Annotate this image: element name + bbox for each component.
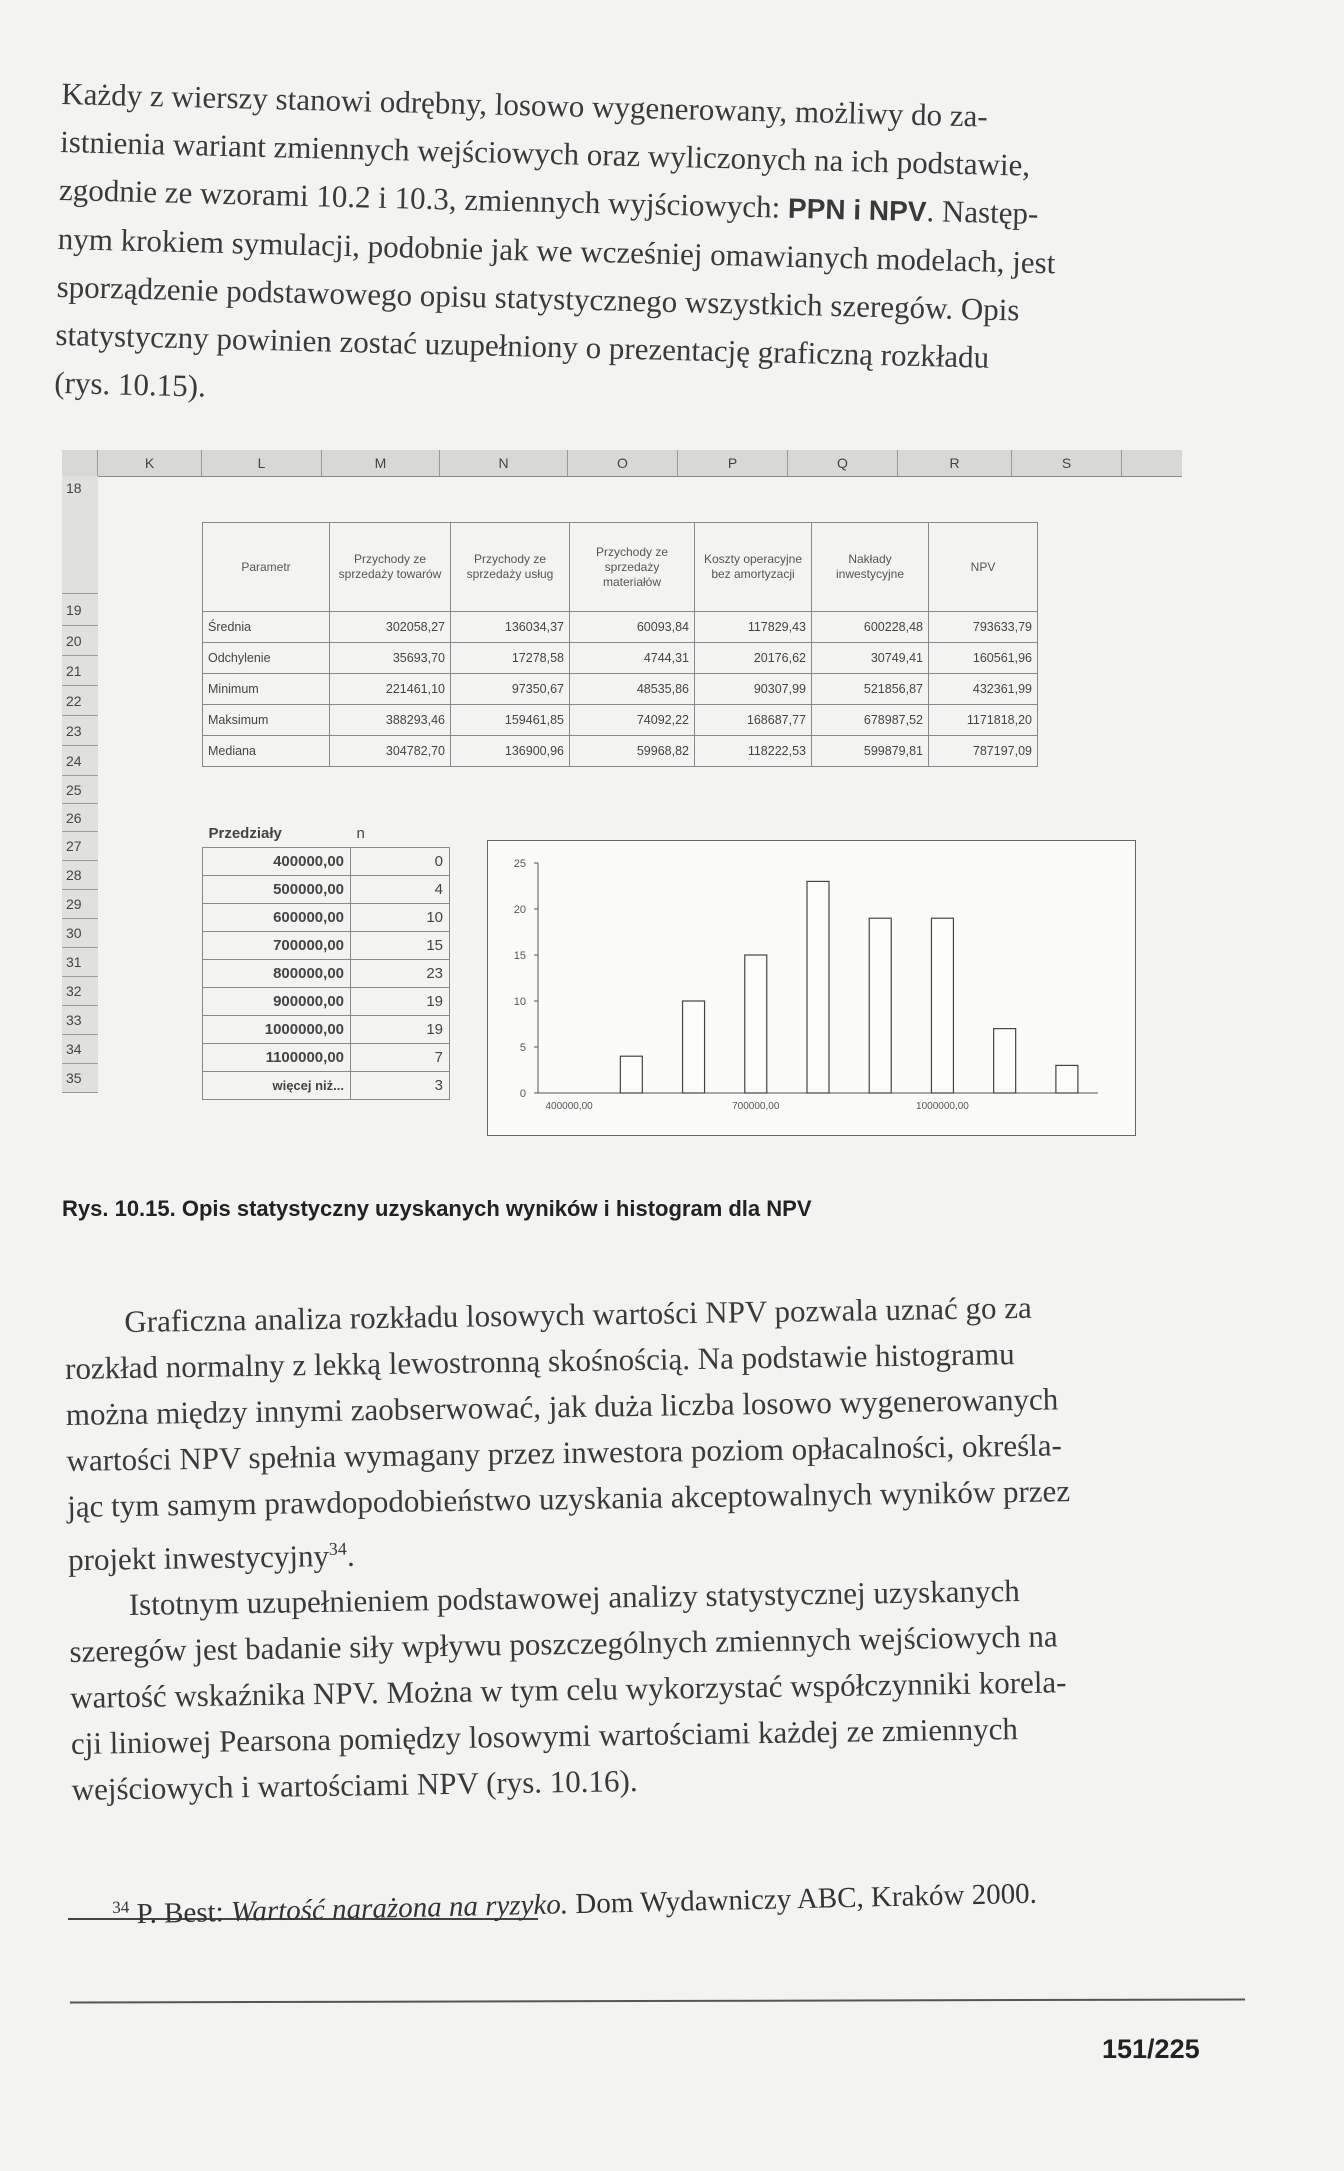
table-row xyxy=(203,932,450,960)
histogram-bar xyxy=(745,955,767,1093)
table-row xyxy=(203,1016,450,1044)
column-header: O xyxy=(568,450,678,476)
histogram-bar xyxy=(807,881,829,1093)
footnote-reference: 34 xyxy=(328,1538,347,1559)
row-header: 35 xyxy=(62,1064,98,1093)
histogram-bar xyxy=(869,918,891,1093)
x-tick-label: 1000000,00 xyxy=(916,1101,969,1112)
row-header: 22 xyxy=(62,686,98,716)
x-tick-label: 700000,00 xyxy=(732,1101,780,1112)
count-header: n xyxy=(356,825,365,842)
table-cell: 74092,22 xyxy=(570,705,695,736)
bin-value: 800000,00 xyxy=(203,960,351,988)
table-cell: 168687,77 xyxy=(695,705,812,736)
column-header: R xyxy=(898,450,1012,476)
table-row xyxy=(203,705,1038,736)
paragraph-analysis xyxy=(64,1282,1242,1814)
text-fragment: zgodnie ze wzorami 10.2 i 10.3, zmiennych wyjściowych: xyxy=(58,171,789,225)
y-tick-label: 20 xyxy=(513,904,526,916)
table-cell: Średnia xyxy=(203,612,330,643)
table-cell: 221461,10 xyxy=(330,674,451,705)
table-row xyxy=(203,904,450,932)
statistics-table xyxy=(202,522,1038,767)
footnote-number: 34 xyxy=(112,1897,130,1917)
bin-count: 10 xyxy=(351,904,450,932)
histogram-bar xyxy=(994,1029,1016,1093)
figure-caption: Rys. 10.15. Opis statystyczny uzyskanych wyników i histogram dla NPV xyxy=(62,1196,812,1221)
table-cell: 1171818,20 xyxy=(929,705,1038,736)
column-header: P xyxy=(678,450,788,476)
histogram-bar xyxy=(1056,1065,1078,1093)
table-cell: 35693,70 xyxy=(330,643,451,674)
table-header: Parametr xyxy=(203,523,330,612)
row-header: 24 xyxy=(62,746,98,776)
frequency-table xyxy=(202,820,450,1100)
bin-count: 4 xyxy=(351,876,450,904)
table-cell: Maksimum xyxy=(203,705,330,736)
table-header: Przychody ze sprzedaży usług xyxy=(451,523,570,612)
text-line: cji liniowej Pearsona pomiędzy losowymi wartościami każdej ze zmiennych xyxy=(70,1711,1019,1762)
row-header: 25 xyxy=(62,776,98,804)
table-row xyxy=(203,612,1038,643)
bin-value: 500000,00 xyxy=(203,876,351,904)
row-header: 18 xyxy=(62,476,98,594)
text-fragment: . xyxy=(346,1537,355,1573)
bin-value: 700000,00 xyxy=(203,932,351,960)
table-row xyxy=(203,1072,450,1100)
histogram-bar xyxy=(683,1001,705,1093)
bin-count: 15 xyxy=(351,932,450,960)
column-headers xyxy=(62,450,1182,477)
footnote-title: Wartość narażona na ryzyko. xyxy=(230,1888,569,1928)
table-cell: 521856,87 xyxy=(812,674,929,705)
row-header: 30 xyxy=(62,919,98,948)
text-line: nym krokiem symulacji, podobnie jak we wcześniej omawianych modelach, jest xyxy=(57,220,1056,281)
y-tick-label: 25 xyxy=(513,858,526,870)
footnote xyxy=(112,1877,1037,1932)
table-cell: 432361,99 xyxy=(929,674,1038,705)
bin-value: więcej niż... xyxy=(203,1072,351,1100)
text-fragment: . Następ- xyxy=(926,193,1039,231)
table-row xyxy=(203,736,1038,767)
table-cell: Mediana xyxy=(203,736,330,767)
column-header: L xyxy=(202,450,322,476)
table-header: Przychody ze sprzedaży towarów xyxy=(330,523,451,612)
table-cell: 787197,09 xyxy=(929,736,1038,767)
table-cell: 97350,67 xyxy=(451,674,570,705)
table-cell: 20176,62 xyxy=(695,643,812,674)
table-cell: 17278,58 xyxy=(451,643,570,674)
table-row xyxy=(203,643,1038,674)
bin-count: 23 xyxy=(351,960,450,988)
table-cell: 60093,84 xyxy=(570,612,695,643)
bold-terms: PPN i NPV xyxy=(787,192,927,228)
y-tick-label: 10 xyxy=(513,996,526,1008)
table-cell: 136034,37 xyxy=(451,612,570,643)
histogram-chart xyxy=(487,840,1136,1136)
text-line: Graficzna analiza rozkładu losowych wartości NPV pozwala uznać go za xyxy=(124,1289,1033,1340)
text-line: Każdy z wierszy stanowi odrębny, losowo wygenerowany, możliwy do za- xyxy=(60,75,989,134)
table-cell: 48535,86 xyxy=(570,674,695,705)
row-header: 21 xyxy=(62,656,98,686)
table-cell: 4744,31 xyxy=(570,643,695,674)
row-header: 28 xyxy=(62,861,98,890)
bin-count: 0 xyxy=(351,848,450,876)
text-line: szeregów jest badanie siły wpływu poszczególnych zmiennych wejściowych na xyxy=(69,1618,1058,1670)
table-header: Koszty operacyjne bez amortyzacji xyxy=(695,523,812,612)
row-header: 33 xyxy=(62,1006,98,1035)
table-cell: 599879,81 xyxy=(812,736,929,767)
page-divider xyxy=(70,1998,1245,2003)
table-cell: 678987,52 xyxy=(812,705,929,736)
text-line: jąc tym samym prawdopodobieństwo uzyskania akceptowalnych wyników przez xyxy=(66,1473,1071,1524)
bin-value: 600000,00 xyxy=(203,904,351,932)
table-cell: 117829,43 xyxy=(695,612,812,643)
y-tick-label: 0 xyxy=(519,1088,526,1100)
row-header: 19 xyxy=(62,594,98,626)
table-cell: 302058,27 xyxy=(330,612,451,643)
table-cell: 30749,41 xyxy=(812,643,929,674)
footnote-author: P. Best: xyxy=(129,1895,232,1931)
y-tick-label: 15 xyxy=(513,950,526,962)
footnote-publisher: Dom Wydawniczy ABC, Kraków 2000. xyxy=(567,1877,1038,1921)
table-header: NPV xyxy=(929,523,1038,612)
row-header: 27 xyxy=(62,832,98,861)
text-line: sporządzenie podstawowego opisu statystycznego wszystkich szeregów. Opis xyxy=(56,268,1020,328)
spreadsheet-figure xyxy=(62,450,1182,1140)
table-header-row xyxy=(203,820,450,848)
row-header: 31 xyxy=(62,948,98,977)
text-line: wartości NPV spełnia wymagany przez inwestora poziom opłacalności, określa- xyxy=(66,1427,1063,1478)
text-line: (rys. 10.15). xyxy=(53,364,207,404)
text-line: istnienia wariant zmiennych wejściowych oraz wyliczonych na ich podstawie, xyxy=(59,123,1031,183)
table-row xyxy=(203,876,450,904)
corner-cell xyxy=(62,450,98,476)
column-header: M xyxy=(322,450,440,476)
histogram-svg xyxy=(488,841,1135,1135)
text-line: rozkład normalny z lekką lewostronną skośnością. Na podstawie histogramu xyxy=(64,1336,1015,1386)
table-row xyxy=(203,988,450,1016)
bin-count: 3 xyxy=(351,1072,450,1100)
column-header: N xyxy=(440,450,568,476)
table-cell: 159461,85 xyxy=(451,705,570,736)
table-cell: 388293,46 xyxy=(330,705,451,736)
page-number: 151/225 xyxy=(1102,2034,1200,2064)
text-fragment: projekt inwestycyjny xyxy=(67,1538,330,1578)
table-row xyxy=(203,674,1038,705)
column-header: K xyxy=(98,450,202,476)
column-header: S xyxy=(1012,450,1122,476)
table-cell: Minimum xyxy=(203,674,330,705)
table-cell: 136900,96 xyxy=(451,736,570,767)
row-header: 32 xyxy=(62,977,98,1006)
row-header: 34 xyxy=(62,1035,98,1064)
table-cell: 600228,48 xyxy=(812,612,929,643)
text-line: można między innymi zaobserwować, jak duża liczba losowo wygenerowanych xyxy=(65,1381,1059,1432)
histogram-bar xyxy=(931,918,953,1093)
table-header: Nakłady inwestycyjne xyxy=(812,523,929,612)
row-header: 20 xyxy=(62,626,98,656)
row-header: 26 xyxy=(62,804,98,832)
table-cell: 118222,53 xyxy=(695,736,812,767)
table-cell: 59968,82 xyxy=(570,736,695,767)
table-row xyxy=(203,960,450,988)
row-header: 29 xyxy=(62,890,98,919)
bins-header: Przedziały xyxy=(208,825,282,842)
table-cell: 90307,99 xyxy=(695,674,812,705)
column-header: Q xyxy=(788,450,898,476)
bin-value: 900000,00 xyxy=(203,988,351,1016)
y-tick-label: 5 xyxy=(519,1042,526,1054)
table-cell: 304782,70 xyxy=(330,736,451,767)
text-line: Istotnym uzupełnieniem podstawowej analizy statystycznej uzyskanych xyxy=(128,1573,1020,1623)
table-cell: Odchylenie xyxy=(203,643,330,674)
text-line: wartość wskaźnika NPV. Można w tym celu wykorzystać współczynniki korela- xyxy=(69,1664,1067,1716)
bin-count: 19 xyxy=(351,988,450,1016)
bin-value: 1000000,00 xyxy=(203,1016,351,1044)
table-header-row xyxy=(203,523,1038,612)
table-row xyxy=(203,848,450,876)
table-row xyxy=(203,1044,450,1072)
bin-value: 400000,00 xyxy=(203,848,351,876)
table-cell: 793633,79 xyxy=(929,612,1038,643)
table-header: Przychody ze sprzedaży materiałów xyxy=(570,523,695,612)
bin-count: 7 xyxy=(351,1044,450,1072)
bin-count: 19 xyxy=(351,1016,450,1044)
x-tick-label: 400000,00 xyxy=(545,1101,593,1112)
histogram-bar xyxy=(620,1056,642,1093)
text-line: statystyczny powinien zostać uzupełniony o prezentację graficzną rozkładu xyxy=(55,316,990,375)
row-header: 23 xyxy=(62,716,98,746)
table-cell: 160561,96 xyxy=(929,643,1038,674)
text-line: wejściowych i wartościami NPV (rys. 10.16). xyxy=(71,1763,638,1808)
paragraph-intro xyxy=(54,70,1222,435)
bin-value: 1100000,00 xyxy=(203,1044,351,1072)
